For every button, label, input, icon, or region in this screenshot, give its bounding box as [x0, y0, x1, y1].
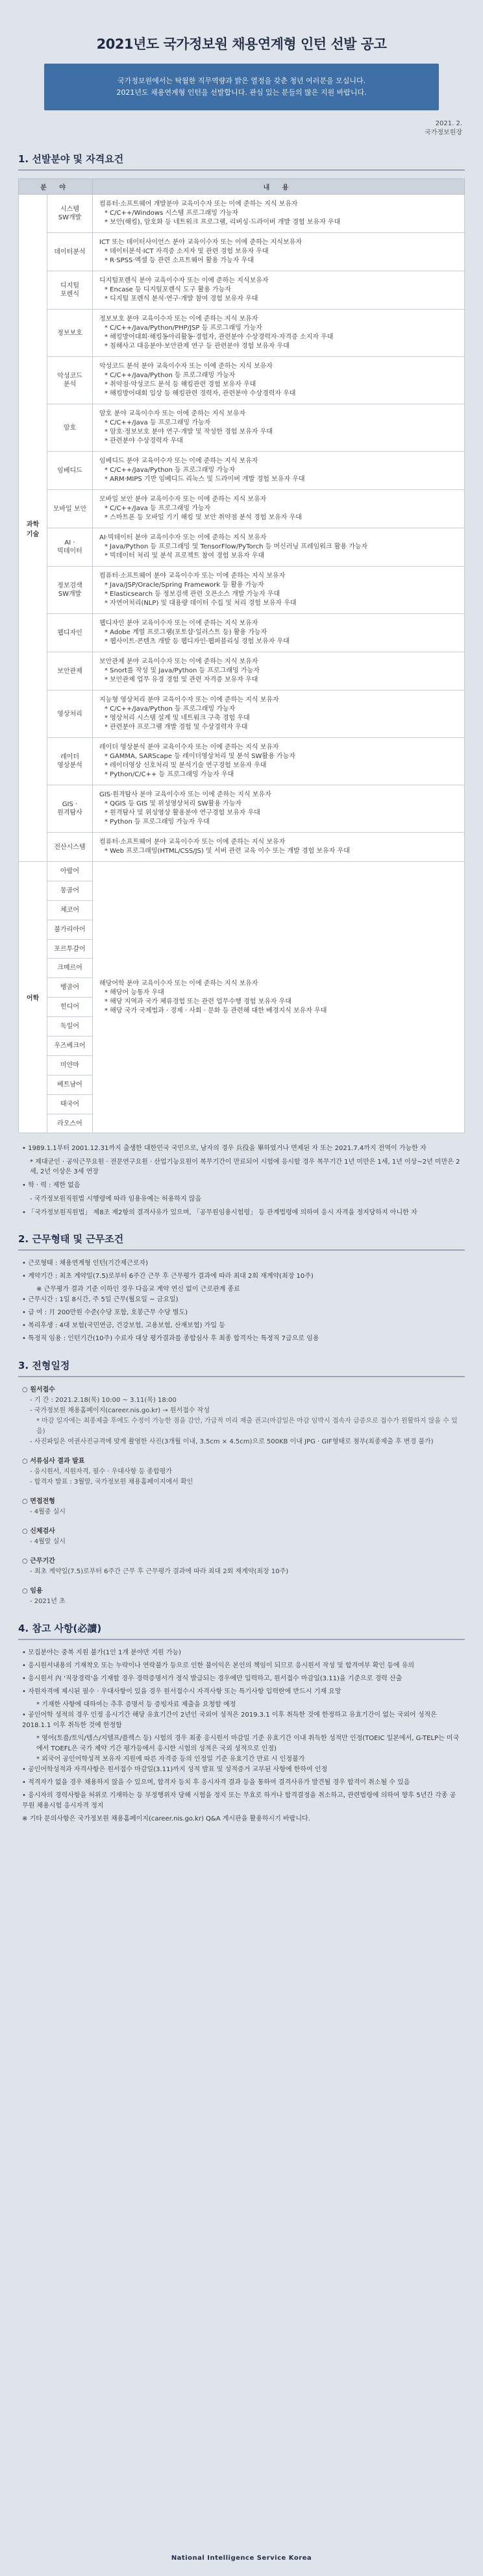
description-line: * 원격탐사 및 위성영상 활용분야 연구경험 보유자 우대: [105, 809, 260, 816]
description-line: * R·SPSS·엑셀 등 관련 소프트웨어 활용 가능자 우대: [105, 257, 254, 264]
description-line: * 해킹방어대회·해킹동아리활동·경험자, 관련분야 수상경력자·자격증 소지자 우대: [105, 334, 334, 341]
language-name: 아랍어: [47, 862, 93, 881]
reference-item: • 자원자격에 제시된 필수 · 우대사항이 있을 경우 원서접수시 자격사항 또는 특기사항 입력란에 반드시 기재 요망: [22, 1688, 341, 1696]
reference-item: • 응시원서 內 '직장경력'을 기재할 경우 경력증명서가 정식 발급되는 경우에만 입력하고, 원서접수 마감일(3.11)을 기준으로 경력 산출: [22, 1675, 402, 1683]
description-line: * 빅데이터 처리 및 분석 프로젝트 참여 경험 보유자 우대: [105, 552, 265, 559]
schedule-step: ○ 임용: [22, 1588, 43, 1595]
description-line: * 웹사이트·콘텐츠 개발 등 웹디자인·웹퍼블리싱 경험 보유자 우대: [105, 638, 290, 645]
section-title-qualifications: 1. 선발분야 및 자격요건: [18, 152, 465, 171]
reference-item: • 공인어학성적과 자격사항은 원서접수 마감일(3.11)까지 성적 발표 및 성적증거 교부된 사항에 한하여 인정: [22, 1766, 328, 1774]
description-line: * 해킹방어대회 입상 등 해킹관련 경력자, 관련분야 수상경력자 우대: [105, 390, 296, 397]
description-line: 컴퓨터·소프트웨어 개발분야 교육이수자 또는 이에 준하는 지식 보유자: [99, 201, 298, 208]
table-row: [19, 357, 465, 404]
table-row: [19, 233, 465, 271]
description-line: * 해당어 능통자 우대: [105, 988, 164, 996]
schedule-step: ○ 원서접수: [22, 1386, 55, 1394]
reference-item: • 응시원서내용의 기재착오 또는 누락이나 연락불가 등으로 인한 불이익은 본인의 책임이 되므로 응시원서 작성 및 합격여부 확인 등에 유의: [22, 1662, 415, 1670]
schedule-step: ○ 서류심사 결과 발표: [22, 1458, 85, 1466]
table-header-desc: 내 용: [93, 179, 465, 195]
table-row: [19, 404, 465, 452]
intro-line: 2021년도 채용연계형 인턴을 선발합니다. 관심 있는 분들의 많은 지원 바랍니다.: [116, 88, 367, 97]
language-name: 힌디어: [47, 998, 93, 1017]
schedule-detail: - 4월말 실시: [30, 1538, 66, 1546]
reference-item: * 영어(토플/토익/텝스/지텔프/플렉스 등) 시험의 경우 최종 응시원서 마감일 기준 유효기간 이내 취득한 성적만 인정(TOEIC 일본에서, G-TELP는 미국에서 TOEFL은 국가 제약 기간 평가등에서 응시한 시험의 성적은 국외 성적으로 인정): [36, 1735, 460, 1753]
schedule-detail: - 기 간 : 2021.2.18(목) 10:00 ~ 3.11(목) 18:00: [30, 1397, 177, 1405]
field-name: 시스템 SW개발: [47, 195, 93, 233]
description-line: * C/C++/Java/Python/PHP/JSP 등 프로그래밍 가능자: [105, 325, 262, 332]
table-row: [19, 614, 465, 652]
description-line: * C/C++/Windows 시스템 프로그래밍 가능자: [105, 210, 239, 217]
description-line: * C/C++/Java 등 프로그래밍 가능자: [105, 419, 211, 426]
description-line: * 관련분야 수상경력자 우대: [105, 437, 183, 445]
condition-item: • 복리후생 : 4대 보험(국민연금, 건강보험, 고용보험, 산재보험) 가입 등: [22, 1322, 225, 1330]
description-line: * 스마트폰 등 모바일 기기 해킹 및 보안 취약점 분석 경험 보유자 우대: [105, 514, 302, 521]
description-line: 컴퓨터·소프트웨어 분야 교육이수자 또는 이에 준하는 지식 보유자: [99, 839, 286, 846]
reference-item: • 적격자가 없을 경우 채용하지 않을 수 있으며, 합격자 등치 후 응시자격 결과 등을 통하여 결격사유가 발견될 경우 합격이 취소될 수 있음: [22, 1779, 410, 1787]
section-title-reference: 4. 참고 사항(必讀): [18, 1621, 465, 1640]
description-line: * Python/C/C++ 등 프로그래밍 가능자 우대: [105, 771, 234, 778]
description-line: * QGIS 등 GIS 및 위성영상처리 SW활용 가능자: [105, 800, 242, 807]
field-description: [93, 652, 465, 691]
section-title-schedule: 3. 전형일정: [18, 1358, 465, 1377]
category-tech: 과학 기술: [19, 195, 47, 862]
field-name: 암호: [47, 404, 93, 452]
language-name: 포르투갈어: [47, 939, 93, 959]
language-name: 벵골어: [47, 978, 93, 998]
field-name: 정보검색 SW개발: [47, 567, 93, 614]
description-line: 디지털포렌식 분야 교육이수자 또는 이에 준하는 지식보유자: [99, 277, 269, 284]
qualification-table: [18, 178, 465, 1133]
field-name: 보안관제: [47, 652, 93, 691]
language-name: 미얀마: [47, 1055, 93, 1075]
field-name: 웹디자인: [47, 614, 93, 652]
category-language: 어학: [19, 862, 47, 1133]
schedule-detail: - 2021년 초: [30, 1598, 66, 1606]
notice-org: 국가정보원장: [425, 129, 462, 136]
table-row: [19, 528, 465, 567]
schedule-step: ○ 신체검사: [22, 1528, 55, 1536]
description-line: 지능형 영상처리 분야 교육이수자 또는 이에 준하는 지식 보유자: [99, 696, 279, 704]
schedule-step: ○ 면접전형: [22, 1498, 55, 1506]
description-line: * 보안(해킹), 암호화 등 네트워크 프로그램, 리버싱·드라이버 개발 경험 보유자 우대: [105, 219, 341, 226]
field-name: 레이더 영상분석: [47, 738, 93, 785]
description-line: * C/C++/Java/Python 등 프로그래밍 가능자: [105, 372, 236, 379]
condition-item: • 근로형태 : 채용연계형 인턴(기간제근로자): [22, 1260, 149, 1268]
description-line: 컴퓨터·소프트웨어 분야 교육이수자 또는 이에 준하는 지식 보유자: [99, 572, 286, 580]
description-line: * Adobe 계열 프로그램(포토샵·일러스트 등) 활용 가능자: [105, 629, 267, 636]
field-description: [93, 452, 465, 490]
reference-item: ※ 기타 문의사항은 국가정보원 채용홈페이지(career.nis.go.kr) Q&A 게시판을 활용하시기 바랍니다.: [22, 1815, 310, 1823]
description-line: * ARM·MIPS 기반 임베디드 리눅스 및 드라이버 개발 경험 보유자 우대: [105, 476, 305, 483]
notice-signature: [18, 119, 462, 138]
reference-item: • 공인어학 성적의 경우 인정 응시기간 해당 유효기간이 2년인 국외어 성적은 2019.3.1 이후 취득한 것에 한정하고 유효기간이 없는 국외어 성적은 2018.1.1 이후 취득한 것에 한정함: [22, 1711, 437, 1730]
description-line: 모바일 보안 분야 교육이수자 또는 이에 준하는 지식 보유자: [99, 496, 267, 503]
description-line: ICT 또는 데이터사이언스 분야 교육이수자 또는 이에 준하는 지식보유자: [99, 239, 302, 246]
intro-line: 국가정보원에서는 탁월한 직무역량과 밝은 열정을 갖춘 청년 여러분을 모십니다.: [117, 77, 366, 85]
field-description: [93, 195, 465, 233]
description-line: * 디지털 포렌식 분석·연구·개발 참여 경험 보유자 우대: [105, 295, 258, 302]
condition-item: • 근무시간 : 1일 8시간, 주 5일 근무(월요일 ~ 금요일): [22, 1296, 179, 1304]
field-description: [93, 785, 465, 833]
language-name: 체코어: [47, 900, 93, 920]
field-description: [93, 567, 465, 614]
field-name: 임베디드: [47, 452, 93, 490]
field-description: [93, 233, 465, 271]
language-description: [93, 862, 465, 1133]
reference-item: • 응시자의 경력사항을 허위로 기재하는 등 부정행위자 당해 시험을 정지 또는 무효로 하거나 합격결정을 취소하고, 관련법령에 의하여 향후 5년간 각종 공무원 채용시험 응시자격 정지: [22, 1792, 456, 1810]
table-row: [19, 567, 465, 614]
eligibility-notes: [18, 1144, 465, 1218]
condition-item: • 특정직 임용 : 인턴기간(10주) 수료자 대상 평가결과를 종합심사 후 최종 합격자는 특정직 7급으로 임용: [22, 1335, 319, 1343]
description-line: 악성코드 분석 분야 교육이수자 또는 이에 준하는 지식 보유자: [99, 363, 273, 370]
table-row: [19, 738, 465, 785]
reference-item: * 기재한 사항에 대하여는 추후 증명서 등 증빙자료 제출을 요청할 예정: [36, 1701, 236, 1709]
field-name: 디지털 포렌식: [47, 271, 93, 310]
field-name: 악성코드 분석: [47, 357, 93, 404]
description-line: * 레이더영상 신호처리 및 분석기술 연구경험 보유자 우대: [105, 762, 267, 769]
description-line: * 자연어처리(NLP) 및 대용량 데이터 수집 및 처리 경험 보유자 우대: [105, 600, 297, 607]
field-description: [93, 614, 465, 652]
table-row: [19, 691, 465, 738]
field-description: [93, 310, 465, 357]
field-description: [93, 738, 465, 785]
table-row: [19, 452, 465, 490]
field-name: 정보보호: [47, 310, 93, 357]
condition-item: ※ 근무평가 결과 기준 이하인 경우 다음교 계약 연신 없이 근로관계 종료: [36, 1286, 240, 1294]
description-line: * Java/Python 등 프로그래밍 및 TensorFlow/PyTorch 등 머신러닝 프레임워크 활용 가능자: [105, 543, 368, 550]
field-name: AI · 빅데이터: [47, 528, 93, 567]
description-line: * Web 프로그래밍(HTML/CSS/JS) 및 서버 관련 교육 이수 또는 개발 경험 보유자 우대: [105, 848, 350, 855]
description-line: AI·빅데이터 분야 교육이수자 또는 이에 준하는 지식 보유자: [99, 534, 267, 541]
description-line: * Encase 등 디지털포렌식 도구 활용 가능자: [105, 286, 231, 293]
description-line: * Elasticsearch 등 정보검색 관련 오픈소스 개발 가능자 우대: [105, 591, 280, 598]
language-name: 불가리아어: [47, 920, 93, 939]
description-line: * 데이터분석·ICT 자격증 소지자 및 관련 경험 보유자 우대: [105, 248, 269, 255]
description-line: 해당어학 분야 교육이수자 또는 이에 준하는 지식 보유자: [99, 979, 258, 987]
description-line: 웹디자인 분야 교육이수자 또는 이에 준하는 지식 보유자: [99, 620, 258, 627]
description-line: * 침해사고 대응분야·보안관제 연구 등 관련분야 경험 보유자 우대: [105, 343, 290, 350]
description-line: * 보안관제 업무 유경 경험 및 관련 자격증 보유자 우대: [105, 676, 258, 683]
schedule-detail: - 응시원서, 지원자격, 필수 · 우대사항 등 종합평가: [30, 1468, 172, 1476]
language-name: 태국어: [47, 1094, 93, 1114]
condition-item: • 계약기간 : 최초 계약일(7.5)로부터 6주간 근무 후 근무평가 결과에 따라 최대 2회 재계약(최장 10주): [22, 1273, 314, 1281]
page-title: 2021년도 국가정보원 채용연계형 인턴 선발 공고: [96, 36, 387, 52]
note-item: • 1989.1.1부터 2001.12.31까지 출생한 대한민국 국민으로, 남자의 경우 兵役을 畢하였거나 면제된 자 또는 2021.7.4까지 전역이 가능한 자: [22, 1145, 427, 1153]
description-line: 레이더 영상분석 분야 교육이수자 또는 이에 준하는 지식 보유자: [99, 744, 279, 751]
language-name: 우즈베크어: [47, 1037, 93, 1056]
schedule-detail: - 사진파일은 여권사진규격에 맞게 촬영한 사진(3개월 이내, 3.5cm × 4.5cm)으로 500KB 이내 JPG · GIF형태로 첨부(최종제출 후 변경 불가): [30, 1438, 434, 1446]
field-description: [93, 271, 465, 310]
field-name: 영상처리: [47, 691, 93, 738]
schedule-detail: - 합격자 발표 : 3월말, 국가정보원 채용홈페이지에서 확인: [30, 1478, 193, 1486]
description-line: * 영상처리 시스템 설계 및 네트워크 구축 경험 우대: [105, 715, 250, 722]
language-name: 베트남어: [47, 1075, 93, 1094]
table-row: [19, 833, 465, 862]
description-line: 임베디드 분야 교육이수자 또는 이에 준하는 지식 보유자: [99, 458, 258, 465]
description-line: * 관련분야 프로그램 개발 경험 및 수상경력자 우대: [105, 724, 248, 731]
description-line: * 해당 지역과 국가 체류경험 또는 관련 업무수행 경험 보유자 우대: [105, 998, 291, 1005]
reference-list: [18, 1648, 465, 1824]
description-line: 암호 분야 교육이수자 또는 이에 준하는 지식 보유자: [99, 410, 246, 417]
footer-org-name: National Intelligence Service Korea: [171, 2555, 312, 2562]
language-name: 라오스어: [47, 1114, 93, 1133]
language-name: 크메르어: [47, 959, 93, 978]
note-item: - 국가정보원직원법 시행령에 따라 임용유예는 허용하지 않음: [30, 1196, 202, 1203]
reference-item: * 외국어 공인어학성적 보유자 지원에 따른 자격증 등의 인정일 기준 유효기간 만료 시 인정불가: [36, 1756, 305, 1763]
field-description: [93, 490, 465, 528]
description-line: * Snort를 작성 및 Java/Python 등 프로그래밍 가능자: [105, 667, 260, 674]
field-description: [93, 833, 465, 862]
description-line: * GAMMA, SARScape 등 레이더영상처리 및 분석 SW활용 가능자: [105, 753, 295, 760]
field-description: [93, 404, 465, 452]
note-item: • 학 · 력 : 제한 없음: [22, 1182, 80, 1190]
description-line: * C/C++/Java 등 프로그래밍 가능자: [105, 505, 211, 512]
description-line: * 해당 국가 국제법과 · 경제 · 사회 · 문화 등 관련해 대한 배경지식 보유자 우대: [105, 1007, 327, 1014]
table-row: [19, 862, 465, 881]
description-line: * C/C++/Java/Python 등 프로그래밍 가능자: [105, 705, 236, 713]
table-row: [19, 785, 465, 833]
table-row: [19, 195, 465, 233]
description-line: * Python 등 프로그래밍 가능자 우대: [105, 818, 210, 826]
reference-item: • 모집분야는 중복 지원 불가(1인 1개 분야만 지원 가능): [22, 1649, 182, 1657]
table-row: [19, 490, 465, 528]
condition-item: • 급 여 : 月 200만원 수준(수당 포함, 호봉근무 수당 별도): [22, 1309, 188, 1317]
field-description: [93, 357, 465, 404]
schedule-step: ○ 근무기간: [22, 1558, 55, 1565]
description-line: * 취약점·악성코드 분석 등 해킹관련 경험 보유자 우대: [105, 381, 256, 388]
description-line: 정보보호 분야 교육이수자 또는 이에 준하는 지식 보유자: [99, 315, 258, 323]
field-name: 데이터분석: [47, 233, 93, 271]
description-line: * 암호·정보보호 분야 연구·개발 및 작성한 경험 보유자 우대: [105, 428, 273, 435]
field-description: [93, 691, 465, 738]
conditions-list: [18, 1258, 465, 1344]
schedule-detail: - 최초 계약일(7.5)로부터 6주간 근무 후 근무평가 결과에 따라 최대 2회 재계약(최장 10주): [30, 1568, 289, 1576]
field-description: [93, 528, 465, 567]
field-name: 전산시스템: [47, 833, 93, 862]
note-item: * 제대군인 · 공익근무요원 · 전문연구요원 · 산업기능요원이 복무기간이 만료되어 시험에 응시할 경우 복무기간 1년 미만은 1세, 1년 이상~2년 미만은 2세, 2년 이상은 3세 연장: [30, 1159, 460, 1176]
field-name: GIS · 원격탐사: [47, 785, 93, 833]
table-header-field: 분 야: [19, 179, 93, 195]
schedule-list: [18, 1385, 465, 1607]
description-line: 보안관제 분야 교육이수자 또는 이에 준하는 지식 보유자: [99, 658, 258, 665]
language-name: 몽골어: [47, 881, 93, 900]
description-line: * C/C++/Java/Python 등 프로그래밍 가능자: [105, 467, 236, 474]
note-item: • 「국가정보원직원법」 제8조 제2항의 결격사유가 있으며, 「공무원임용시험령」 등 관계법령에 의하여 응시 자격을 정지당하지 아니한 자: [22, 1209, 417, 1217]
description-line: * Java/JSP/Oracle/Spring Framework 등 활용 가능자: [105, 582, 264, 589]
table-row: [19, 310, 465, 357]
table-row: [19, 271, 465, 310]
notice-date: 2021. 2.: [435, 120, 462, 127]
description-line: GIS·원격탐사 분야 교육이수자 또는 이에 준하는 지식 보유자: [99, 791, 271, 798]
field-name: 모바일 보안: [47, 490, 93, 528]
schedule-detail: - 국가정보원 채용홈페이지(career.nis.go.kr) → 원서접수 작성: [30, 1407, 210, 1415]
schedule-detail: - 4월중 실시: [30, 1508, 66, 1516]
section-title-conditions: 2. 근무형태 및 근무조건: [18, 1232, 465, 1251]
language-name: 독일어: [47, 1017, 93, 1037]
intro-banner: [44, 64, 439, 110]
table-row: [19, 652, 465, 691]
schedule-detail: * 마감 일자에는 최종제출 후에도 수정이 가능한 점을 감안, 가급적 미리 제출 권고(마감일은 마감 임박시 접속자 급증으로 접수가 원활하지 않을 수 있음): [36, 1417, 458, 1436]
